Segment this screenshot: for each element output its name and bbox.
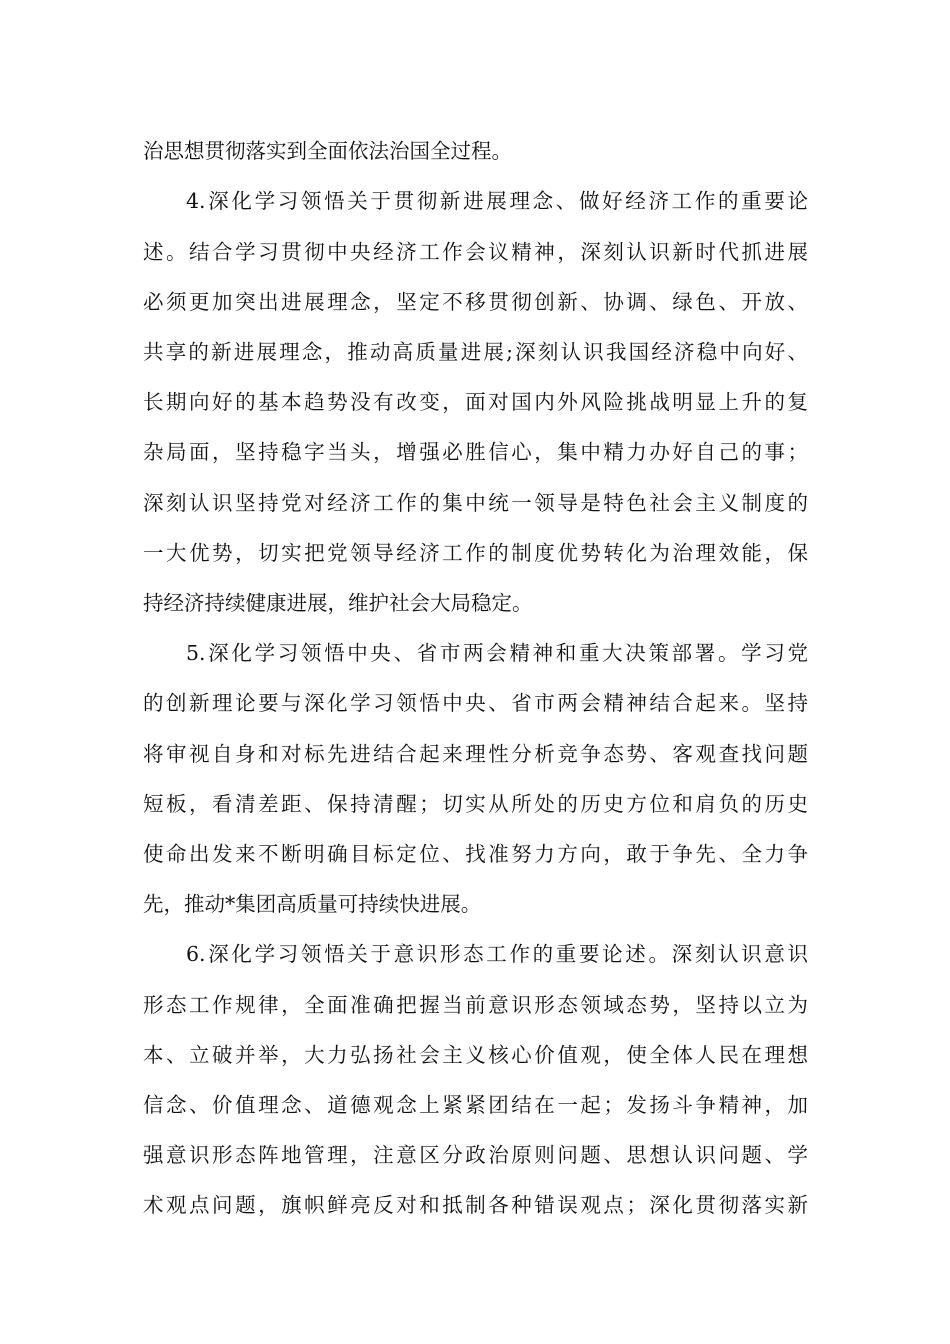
text-line: 必须更加突出进展理念，坚定不移贯彻创新、协调、绿色、开放、 <box>143 290 808 314</box>
paragraph-6-heading-line: 6.深化学习领悟关于意识形态工作的重要论述。深刻认识意识 <box>186 942 808 966</box>
text-line: 先，推动*集团高质量可持续快进展。 <box>143 892 482 916</box>
text-line: 一大优势，切实把党领导经济工作的制度优势转化为治理效能，保 <box>143 541 808 565</box>
text-line: 共享的新进展理念，推动高质量进展;深刻认识我国经济稳中向好、 <box>143 340 808 364</box>
text-line: 将审视自身和对标先进结合起来理性分析竞争态势、客观查找问题 <box>143 742 808 766</box>
paragraph-5-heading-line: 5.深化学习领悟中央、省市两会精神和重大决策部署。学习党 <box>186 641 808 665</box>
text-line: 杂局面，坚持稳字当头，增强必胜信心，集中精力办好自己的事； <box>143 440 808 464</box>
text-line: 强意识形态阵地管理，注意区分政治原则问题、思想认识问题、学 <box>143 1143 808 1167</box>
text-line: 形态工作规律，全面准确把握当前意识形态领域态势，坚持以立为 <box>143 993 808 1017</box>
text-line: 信念、价值理念、道德观念上紧紧团结在一起；发扬斗争精神，加 <box>143 1093 808 1117</box>
text-line: 持经济持续健康进展，维护社会大局稳定。 <box>143 591 533 615</box>
text-line: 本、立破并举，大力弘扬社会主义核心价值观，使全体人民在理想 <box>143 1043 808 1067</box>
text-line: 术观点问题，旗帜鲜亮反对和抵制各种错误观点；深化贯彻落实新 <box>143 1193 808 1217</box>
text-line: 深刻认识坚持党对经济工作的集中统一领导是特色社会主义制度的 <box>143 491 808 515</box>
text-line: 的创新理论要与深化学习领悟中央、省市两会精神结合起来。坚持 <box>143 691 808 715</box>
paragraph-4-heading-line: 4.深化学习领悟关于贯彻新进展理念、做好经济工作的重要论 <box>186 189 808 213</box>
text-line: 短板，看清差距、保持清醒；切实从所处的历史方位和肩负的历史 <box>143 792 808 816</box>
text-line: 长期向好的基本趋势没有改变，面对国内外风险挑战明显上升的复 <box>143 390 808 414</box>
text-line: 治思想贯彻落实到全面依法治国全过程。 <box>143 139 512 163</box>
text-line: 使命出发来不断明确目标定位、找准努力方向，敢于争先、全力争 <box>143 842 808 866</box>
text-line: 述。结合学习贯彻中央经济工作会议精神，深刻认识新时代抓进展 <box>143 240 808 264</box>
